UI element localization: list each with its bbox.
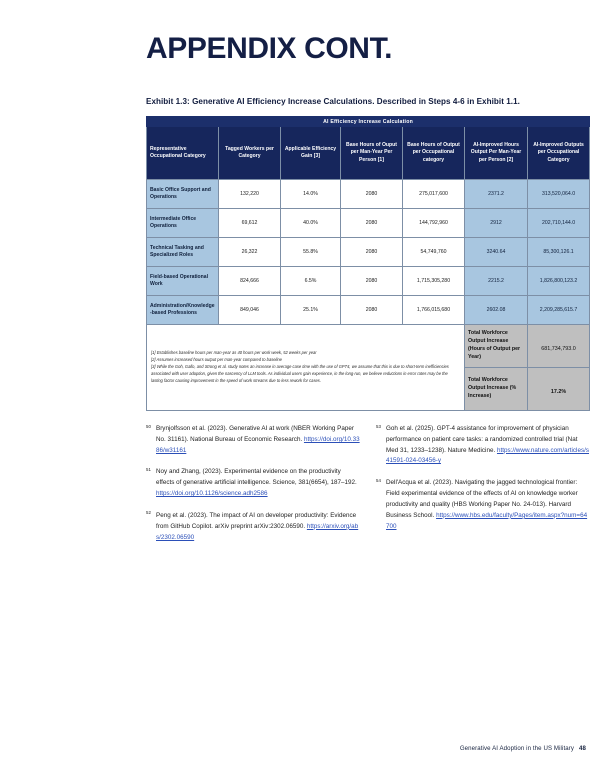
cell-ai-hours-person: 2371.2 bbox=[465, 180, 528, 209]
reference-link[interactable]: https://arxiv.org/abs/2302.06590 bbox=[156, 522, 359, 541]
cell-efficiency-gain: 40.0% bbox=[281, 209, 341, 238]
cell-base-hours-person: 2080 bbox=[341, 180, 403, 209]
reference-item bbox=[146, 511, 360, 543]
footer-document-title: Generative AI Adoption in the US Military bbox=[459, 745, 575, 752]
cell-base-hours-person: 2080 bbox=[341, 296, 403, 325]
reference-marker: 52 bbox=[146, 510, 151, 516]
cell-category: Intermediate Office Operations bbox=[147, 209, 219, 238]
reference-marker: 51 bbox=[146, 466, 151, 472]
exhibit-caption: Exhibit 1.3: Generative AI Efficiency Increase Calculations. Described in Steps 4-6 in Exhibit 1.1. bbox=[146, 97, 520, 106]
total-label-percent: Total Workforce Output Increase (% Increase) bbox=[465, 368, 528, 411]
page-footer bbox=[460, 745, 586, 752]
table-band-title: AI Efficiency Increase Calculation bbox=[147, 117, 590, 127]
column-header-efficiency-gain: Applicable Efficiency Gain [3] bbox=[281, 127, 341, 180]
cell-efficiency-gain: 25.1% bbox=[281, 296, 341, 325]
footer-page-number: 48 bbox=[579, 745, 586, 752]
reference-text: Brynjolfsson et al. (2023). Generative AI at work (NBER Working Paper No. 31161). National Bureau of Economic Research. bbox=[156, 425, 354, 443]
cell-base-hours-category: 144,792,960 bbox=[403, 209, 465, 238]
cell-base-hours-category: 275,017,600 bbox=[403, 180, 465, 209]
cell-base-hours-person: 2080 bbox=[341, 267, 403, 296]
cell-efficiency-gain: 14.0% bbox=[281, 180, 341, 209]
table-row bbox=[147, 209, 590, 238]
reference-text: Peng et al. (2023). The impact of AI on developer productivity: Evidence from GitHub Copilot. arXiv preprint arXiv:2302.06590. bbox=[156, 511, 357, 530]
table-row bbox=[147, 296, 590, 325]
cell-base-hours-category: 54,749,760 bbox=[403, 238, 465, 267]
footnote-1: [1] Establishes baseline hours per man-year as 40 hours per work week, 52 weeks per year bbox=[151, 350, 317, 356]
references-column-left bbox=[146, 424, 360, 554]
reference-link[interactable]: https://www.nature.com/articles/s41591-024-03456-y bbox=[386, 446, 590, 465]
cell-base-hours-category: 1,766,015,680 bbox=[403, 296, 465, 325]
reference-text: Dell'Acqua et al. (2023). Navigating the jagged technological frontier: Field experimental evidence of the effects of AI on knowledge worker productivity and quality (HBS Working Paper No. 24-013). Harvard Business School. bbox=[386, 479, 578, 519]
column-header-base-hours-person: Base Hours of Ouput per Man-Year Per Person [1] bbox=[341, 127, 403, 180]
footnote-3: [3] While the Goh, Gallo, and Strong et al. study notes an increase in average case time with the use of GPT4, we assume that this is due to short-term inefficiencies associated with user adoption, given the nascency of LLM tools. As individual users gain experience, in the long-run, we believe reductions in error rates may be the lasting factor causing improvement in the speed of work streams due to less rework for cases. bbox=[151, 364, 449, 383]
table-footnotes bbox=[147, 325, 465, 411]
reference-item bbox=[376, 478, 590, 532]
cell-efficiency-gain: 55.8% bbox=[281, 238, 341, 267]
cell-ai-hours-person: 3240.64 bbox=[465, 238, 528, 267]
cell-base-hours-person: 2080 bbox=[341, 238, 403, 267]
reference-text: Noy and Zhang, (2023). Experimental evidence on the productivity effects of generative artificial intelligence. Science, 381(6654), 187–192. bbox=[156, 468, 357, 487]
cell-category: Field-based Operational Work bbox=[147, 267, 219, 296]
reference-link[interactable]: https://doi.org/10.1126/science.adh2586 bbox=[156, 490, 268, 498]
total-label-hours: Total Workforce Output Increase (Hours of Output per Year) bbox=[465, 325, 528, 368]
cell-ai-outputs-category: 2,209,285,615.7 bbox=[528, 296, 590, 325]
cell-ai-outputs-category: 85,300,126.1 bbox=[528, 238, 590, 267]
table-band-title-row bbox=[147, 117, 590, 127]
total-value-percent: 17.2% bbox=[528, 368, 590, 411]
cell-tagged-workers: 824,666 bbox=[219, 267, 281, 296]
cell-category: Technical Tasking and Specialized Roles bbox=[147, 238, 219, 267]
cell-ai-outputs-category: 1,826,800,123.2 bbox=[528, 267, 590, 296]
cell-ai-hours-person: 2215.2 bbox=[465, 267, 528, 296]
cell-ai-hours-person: 2602.08 bbox=[465, 296, 528, 325]
reference-text: Goh et al. (2025). GPT-4 assistance for improvement of physician performance on patient care tasks: a randomized controlled trial (Nat Med 31, 1233–1238). Nature Medicine. bbox=[386, 425, 578, 454]
column-header-base-hours-category: Base Hours of Output per Occupational category bbox=[403, 127, 465, 180]
column-header-ai-hours-person: AI-Improved Hours Output Per Man-Year per Person [2] bbox=[465, 127, 528, 180]
cell-ai-hours-person: 2912 bbox=[465, 209, 528, 238]
exhibit-table-container bbox=[146, 116, 589, 411]
cell-base-hours-person: 2080 bbox=[341, 209, 403, 238]
table-row bbox=[147, 180, 590, 209]
reference-marker: 53 bbox=[376, 423, 381, 429]
reference-item bbox=[376, 424, 590, 467]
cell-base-hours-category: 1,715,305,280 bbox=[403, 267, 465, 296]
reference-item bbox=[146, 467, 360, 499]
page-title: APPENDIX CONT. bbox=[146, 32, 393, 65]
column-header-category: Representative Occupational Category bbox=[147, 127, 219, 180]
references-section bbox=[146, 424, 590, 554]
reference-link[interactable]: https://doi.org/10.3386/w31161 bbox=[156, 435, 360, 454]
table-header-row bbox=[147, 127, 590, 180]
cell-ai-outputs-category: 202,710,144.0 bbox=[528, 209, 590, 238]
cell-tagged-workers: 26,322 bbox=[219, 238, 281, 267]
table-row bbox=[147, 267, 590, 296]
reference-link[interactable]: https://www.hbs.edu/faculty/Pages/item.aspx?num=64700 bbox=[386, 511, 588, 530]
efficiency-increase-table bbox=[146, 116, 590, 411]
cell-tagged-workers: 132,220 bbox=[219, 180, 281, 209]
table-notes-row bbox=[147, 325, 590, 368]
reference-item bbox=[146, 424, 360, 456]
cell-ai-outputs-category: 313,520,064.0 bbox=[528, 180, 590, 209]
cell-tagged-workers: 69,612 bbox=[219, 209, 281, 238]
cell-tagged-workers: 849,046 bbox=[219, 296, 281, 325]
total-value-hours: 681,734,793.0 bbox=[528, 325, 590, 368]
cell-category: Basic Office Support and Operations bbox=[147, 180, 219, 209]
cell-category: Administration/Knowledge-based Professions bbox=[147, 296, 219, 325]
column-header-tagged-workers: Tagged Workers per Category bbox=[219, 127, 281, 180]
footnote-2: [2] Assumes increased hours output per man-year compared to baseline bbox=[151, 357, 282, 363]
table-row bbox=[147, 238, 590, 267]
column-header-ai-outputs-category: AI-Improved Outputs per Occupational Category bbox=[528, 127, 590, 180]
references-column-right bbox=[376, 424, 590, 554]
reference-marker: 54 bbox=[376, 477, 381, 483]
reference-marker: 50 bbox=[146, 423, 151, 429]
cell-efficiency-gain: 6.5% bbox=[281, 267, 341, 296]
